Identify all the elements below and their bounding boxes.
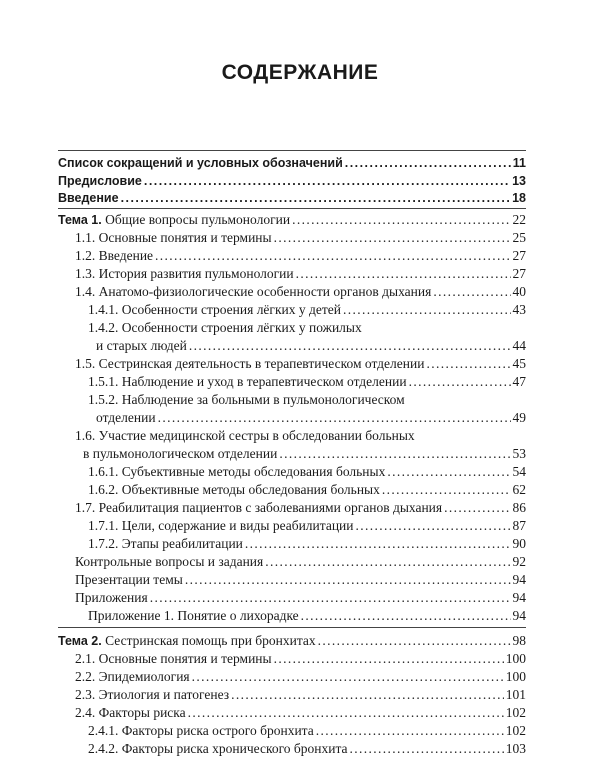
divider bbox=[58, 627, 526, 628]
page-title: СОДЕРЖАНИЕ bbox=[221, 61, 379, 84]
divider bbox=[58, 208, 526, 209]
divider bbox=[58, 150, 526, 151]
